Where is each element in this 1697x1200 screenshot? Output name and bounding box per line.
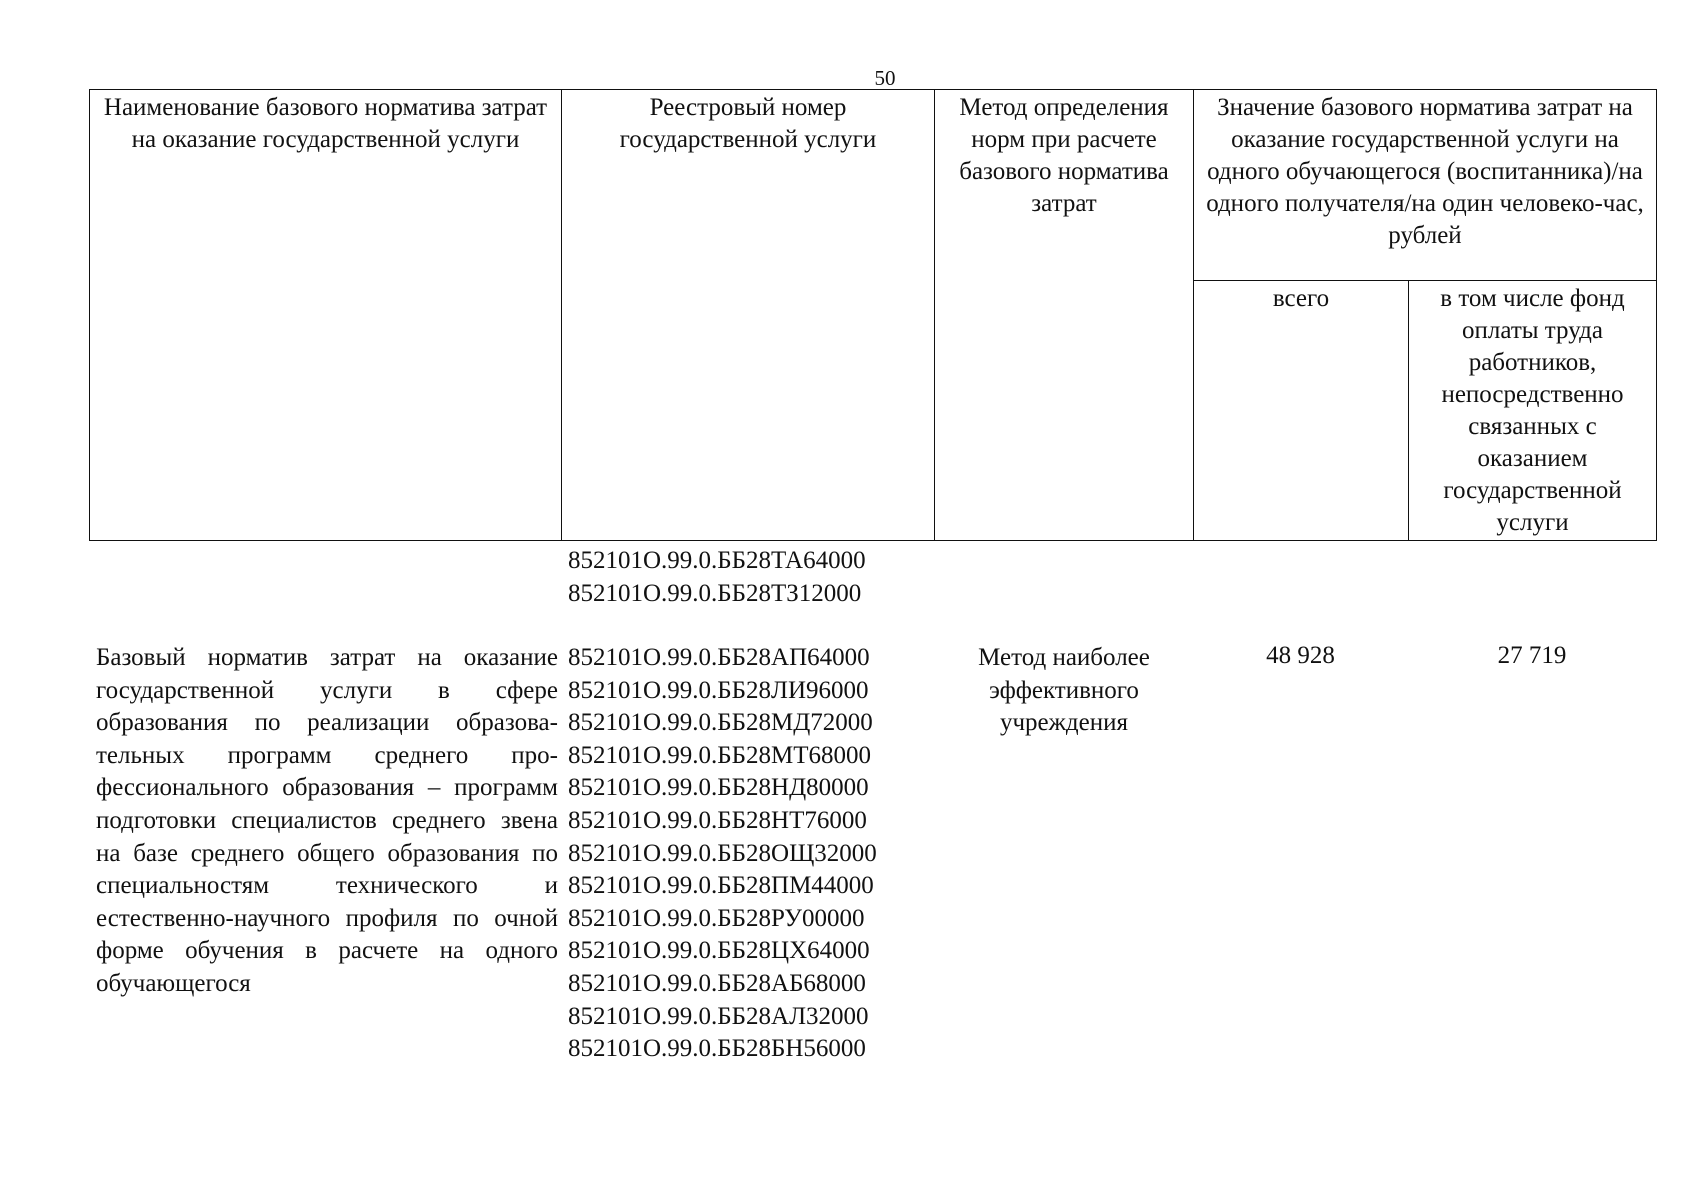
header-total-cell: всего xyxy=(1194,281,1409,541)
row-salary-value: 27 719 xyxy=(1497,642,1567,669)
registry-code: 852101О.99.0.ББ28ТА64000 xyxy=(568,547,866,574)
registry-code: 852101О.99.0.ББ28НТ76000 xyxy=(568,806,867,834)
registry-code: 852101О.99.0.ББ28ТЗ12000 xyxy=(568,579,862,607)
page-number: 50 xyxy=(874,66,896,90)
row-method-text: Метод наиболее эффективного учреждения xyxy=(978,644,1150,737)
row-total-value: 48 928 xyxy=(1266,642,1335,669)
registry-code: 852101О.99.0.ББ28АЛ32000 xyxy=(568,1002,869,1030)
registry-code: 852101О.99.0.ББ28ЦХ64000 xyxy=(568,937,870,965)
header-registry-cell: Реестровый номер государственной услуги xyxy=(562,90,935,541)
header-method-cell: Метод определения норм при расчете базового норматива затрат xyxy=(935,90,1194,541)
header-value-cell: Значение базового норматива затрат на оказание государственной услуги на одного обучающегося (воспитанника)/на одного получателя/на один человеко-час, рублей xyxy=(1194,90,1657,281)
continued-codes xyxy=(568,545,866,610)
registry-code: 852101О.99.0.ББ28МТ68000 xyxy=(568,741,872,769)
registry-code: 852101О.99.0.ББ28МД72000 xyxy=(568,709,873,737)
registry-code: 852101О.99.0.ББ28РУ00000 xyxy=(568,904,865,932)
registry-code: 852101О.99.0.ББ28НД80000 xyxy=(568,774,869,802)
registry-code: 852101О.99.0.ББ28ЛИ96000 xyxy=(568,676,869,704)
header-salary-cell: в том числе фонд оплаты труда работников, непосредственно связанных с оказанием государственной услуги xyxy=(1409,281,1657,541)
registry-code: 852101О.99.0.ББ28ОЩ32000 xyxy=(568,839,877,867)
header-name-cell: Наименование базового норматива затрат на оказание государственной услуги xyxy=(90,90,562,541)
registry-code: 852101О.99.0.ББ28АБ68000 xyxy=(568,969,866,997)
row-codes-list xyxy=(568,642,877,1066)
row-name-text: Базовый норматив затрат на оказание государственной услуги в сфере образования по реализации образовательных программ среднего профессионального образования – программ подготовки специалистов среднего звена на базе среднего общего образования по специальностям технического и естественно-научного профиля по очной форме обучения в расчете на одного обучающегося xyxy=(96,644,558,997)
table-header xyxy=(89,89,1657,541)
registry-code: 852101О.99.0.ББ28ПМ44000 xyxy=(568,872,874,900)
registry-code: 852101О.99.0.ББ28БН56000 xyxy=(568,1035,866,1063)
header-row-top xyxy=(90,90,1657,281)
registry-code: 852101О.99.0.ББ28АП64000 xyxy=(568,644,870,671)
